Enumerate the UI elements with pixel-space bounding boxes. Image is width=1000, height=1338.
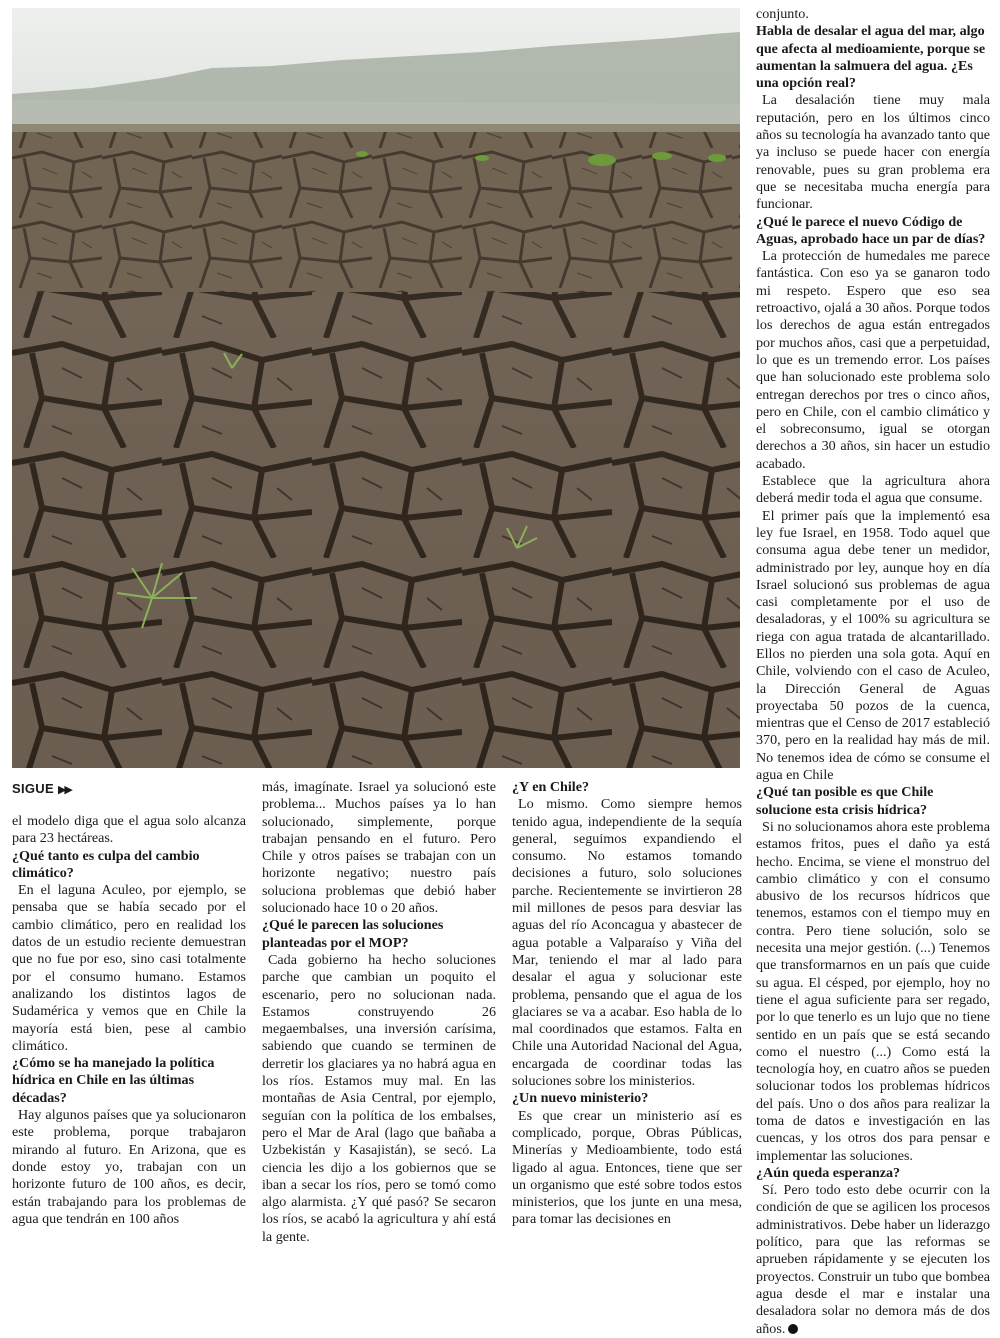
interview-question: ¿Cómo se ha manejado la política hídrica en Chile en las últimas décadas? [12, 1055, 215, 1106]
paragraph: Establece que la agricultura ahora deberá medir toda el agua que consume. [756, 473, 990, 507]
photo-illustration [12, 8, 740, 768]
continue-label: SIGUE [12, 781, 54, 796]
interview-question: ¿Aún queda esperanza? [756, 1164, 901, 1181]
continue-marker [12, 781, 71, 796]
paragraph: Hay algunos países que ya solucionaron este problema, porque trabajaron mirando al futuro. En Arizona, que es donde estoy yo, trabajan con un horizonte futuro de 100 años, es decir, están trabajando para los problemas de agua que tendrán en 100 años [12, 1107, 246, 1227]
interview-question: ¿Y en Chile? [512, 779, 589, 795]
interview-question: ¿Qué tanto es culpa del cambio climático? [12, 847, 200, 881]
interview-question: ¿Qué le parecen las soluciones planteadas por el MOP? [262, 917, 444, 951]
article-column-2 [262, 779, 496, 1246]
article-column-1 [12, 813, 246, 1228]
paragraph: Si no solucionamos ahora este problema estamos fritos, pues el daño ya está hecho. Encima, se viene el monstruo del cambio climático y con el consumo abusivo de los recursos hídricos que tenemos, estamos con el tiempo muy en contra. Pero tiene solución, solo se necesita una mejor gestión. (...) Tenemos que transformarnos en un país que cuide su agua. El césped, por ejemplo, hoy no tiene el agua suficiente para ser regado, por lo que tenerlo es un lujo que no tiene sentido en un país que se está secando como el nuestro (...) Como está la tecnología hoy, en cuatro años se pueden solucionar todos los problemas hídricos del país. Uno o dos años para realizar la toma de datos e investigación en las cuencas, y los otros dos para pensar e implementar las soluciones. [756, 818, 990, 1164]
paragraph: La protección de humedales me parece fantástica. Con eso ya se ganaron todo mi respeto. Espero que eso sea retroactivo, ojalá a 30 años. Porque todos los derechos de agua están entregados por muchos años, casi que a perpetuidad, lo que es un tremendo error. Los países que han solucionado este problema solo entregan derechos por tres o cinco años, pero en Chile, con el cambio climático y el sobreconsumo, igual se otorgan derechos a 30 años, sin hacer un estudio acabado. [756, 248, 990, 472]
paragraph: Lo mismo. Como siempre hemos tenido agua, independiente de la sequía general, seguimos expandiendo el consumo. No estamos tomando decisiones a futuro, solo soluciones parche. Recientemente se invirtieron 28 mil millones de pesos para desviar las aguas del río Aconcagua y abastecer de agua potable a Valparaíso y Viña del Mar, teniendo el mar al lado para desalar el agua y solucionar este problema, pensando que el agua de los glaciares se va a acabar. Eso habla de lo mal coordinados que estamos. Falta en Chile una Autoridad Nacional del Agua, encargada de coordinar todas las soluciones sobre los ministerios. [512, 796, 742, 1090]
closing-text: Sí. Pero todo esto debe ocurrir con la condición de que se agilicen los procesos administrativos. Debe haber un liderazgo político, para que las reformas se aprueben rápidamente y se ejecuten los proyectos. Construir un tubo que bombea agua desde el mar e instalar una desaladora solar no demora más de dos años. [756, 1182, 990, 1337]
paragraph: En el laguna Aculeo, por ejemplo, se pensaba que se había secado por el cambio climático, pero en realidad los datos de un estudio reciente demuestran que no fue por eso, sino casi totalmente por el consumo humano. Estamos analizando los distintos lagos de Sudamérica y vemos que en Chile la mayoría está bien, pese al cambio climático. [12, 882, 246, 1054]
interview-question: ¿Qué le parece el nuevo Código de Aguas, aprobado hace un par de días? [756, 213, 986, 247]
article-column-3 [512, 779, 742, 1229]
continue-arrows-icon: ▶▶ [57, 784, 71, 796]
paragraph: el modelo diga que el agua solo alcanza para 23 hectáreas. [12, 813, 246, 847]
interview-question: Habla de desalar el agua del mar, algo que afecta al medioamiente, porque se aumentan la salmuera del agua. ¿Es una opción real? [756, 23, 986, 92]
paragraph: La desalación tiene muy mala reputación, pero en los últimos cinco años su tecnología ha avanzado tanto que ya incluso se puede hacer con energía renovable, pues su gran problema era que se necesitaba mucha energía para funcionar. [756, 92, 990, 213]
cracked-earth-photo [12, 8, 740, 768]
paragraph: El primer país que la implementó esa ley fue Israel, en 1958. Todo aquel que consuma agua debe tener un medidor, administrado por ley, aunque hoy en día Israel solucionó sus problemas de agua casi completamente por el uso de desaladoras, y el 100% su agricultura se riega con agua tratada de alcantarillado. Ellos no pierden una sola gota. Aquí en Chile, volviendo con el caso de Aculeo, la Dirección General de Aguas proyectaba 50 pozos de la cuenca, mientras que el Censo de 2017 estableció 370, pero en la realidad hay más de mil. No tenemos idea de cómo se consume el agua en Chile [756, 507, 990, 784]
interview-question: ¿Qué tan posible es que Chile solucione esta crisis hídrica? [756, 784, 934, 818]
paragraph: Cada gobierno ha hecho soluciones parche que cambian un poquito el escenario, pero no solucionan nada. Estamos construyendo 26 megaembalses, una inversión carísima, sabiendo que cuando se terminen de derretir los glaciares ya no habrá agua en los ríos. Estamos muy mal. En las montañas de Asia Central, por ejemplo, seguían con la política de los embalses, pero el Mar de Aral (lago que bañaba a Uzbekistán y Kasajistán), se secó. La ciencia les dijo a los gobiernos que se iban a secar los ríos, pero se tomó como algo alarmista. ¿Y qué pasó? Se secaron los ríos, se acabó la agricultura y ahí está la gente. [262, 951, 496, 1245]
paragraph: más, imagínate. Israel ya solucionó este problema... Muchos países ya lo han solucionado, simplemente, porque trabajan pensando en el futuro. Pero Chile y otros países se trabajan con un horizonte negativo; nuestro país soluciona problemas que debió haber solucionado hace 10 o 20 años. [262, 779, 496, 917]
closing-paragraph [756, 1182, 990, 1338]
interview-question: ¿Un nuevo ministerio? [512, 1090, 649, 1107]
article-column-4 [756, 6, 990, 1338]
end-mark-icon [788, 1324, 798, 1334]
paragraph: Es que crear un ministerio así es complicado, porque, Obras Públicas, Minerías y Medioambiente, todo está ligado al agua. Entonces, tiene que ser un organismo que esté sobre todos estos ministerios, que los junte en una mesa, para tomar las decisiones en [512, 1107, 742, 1228]
paragraph: conjunto. [756, 6, 809, 22]
